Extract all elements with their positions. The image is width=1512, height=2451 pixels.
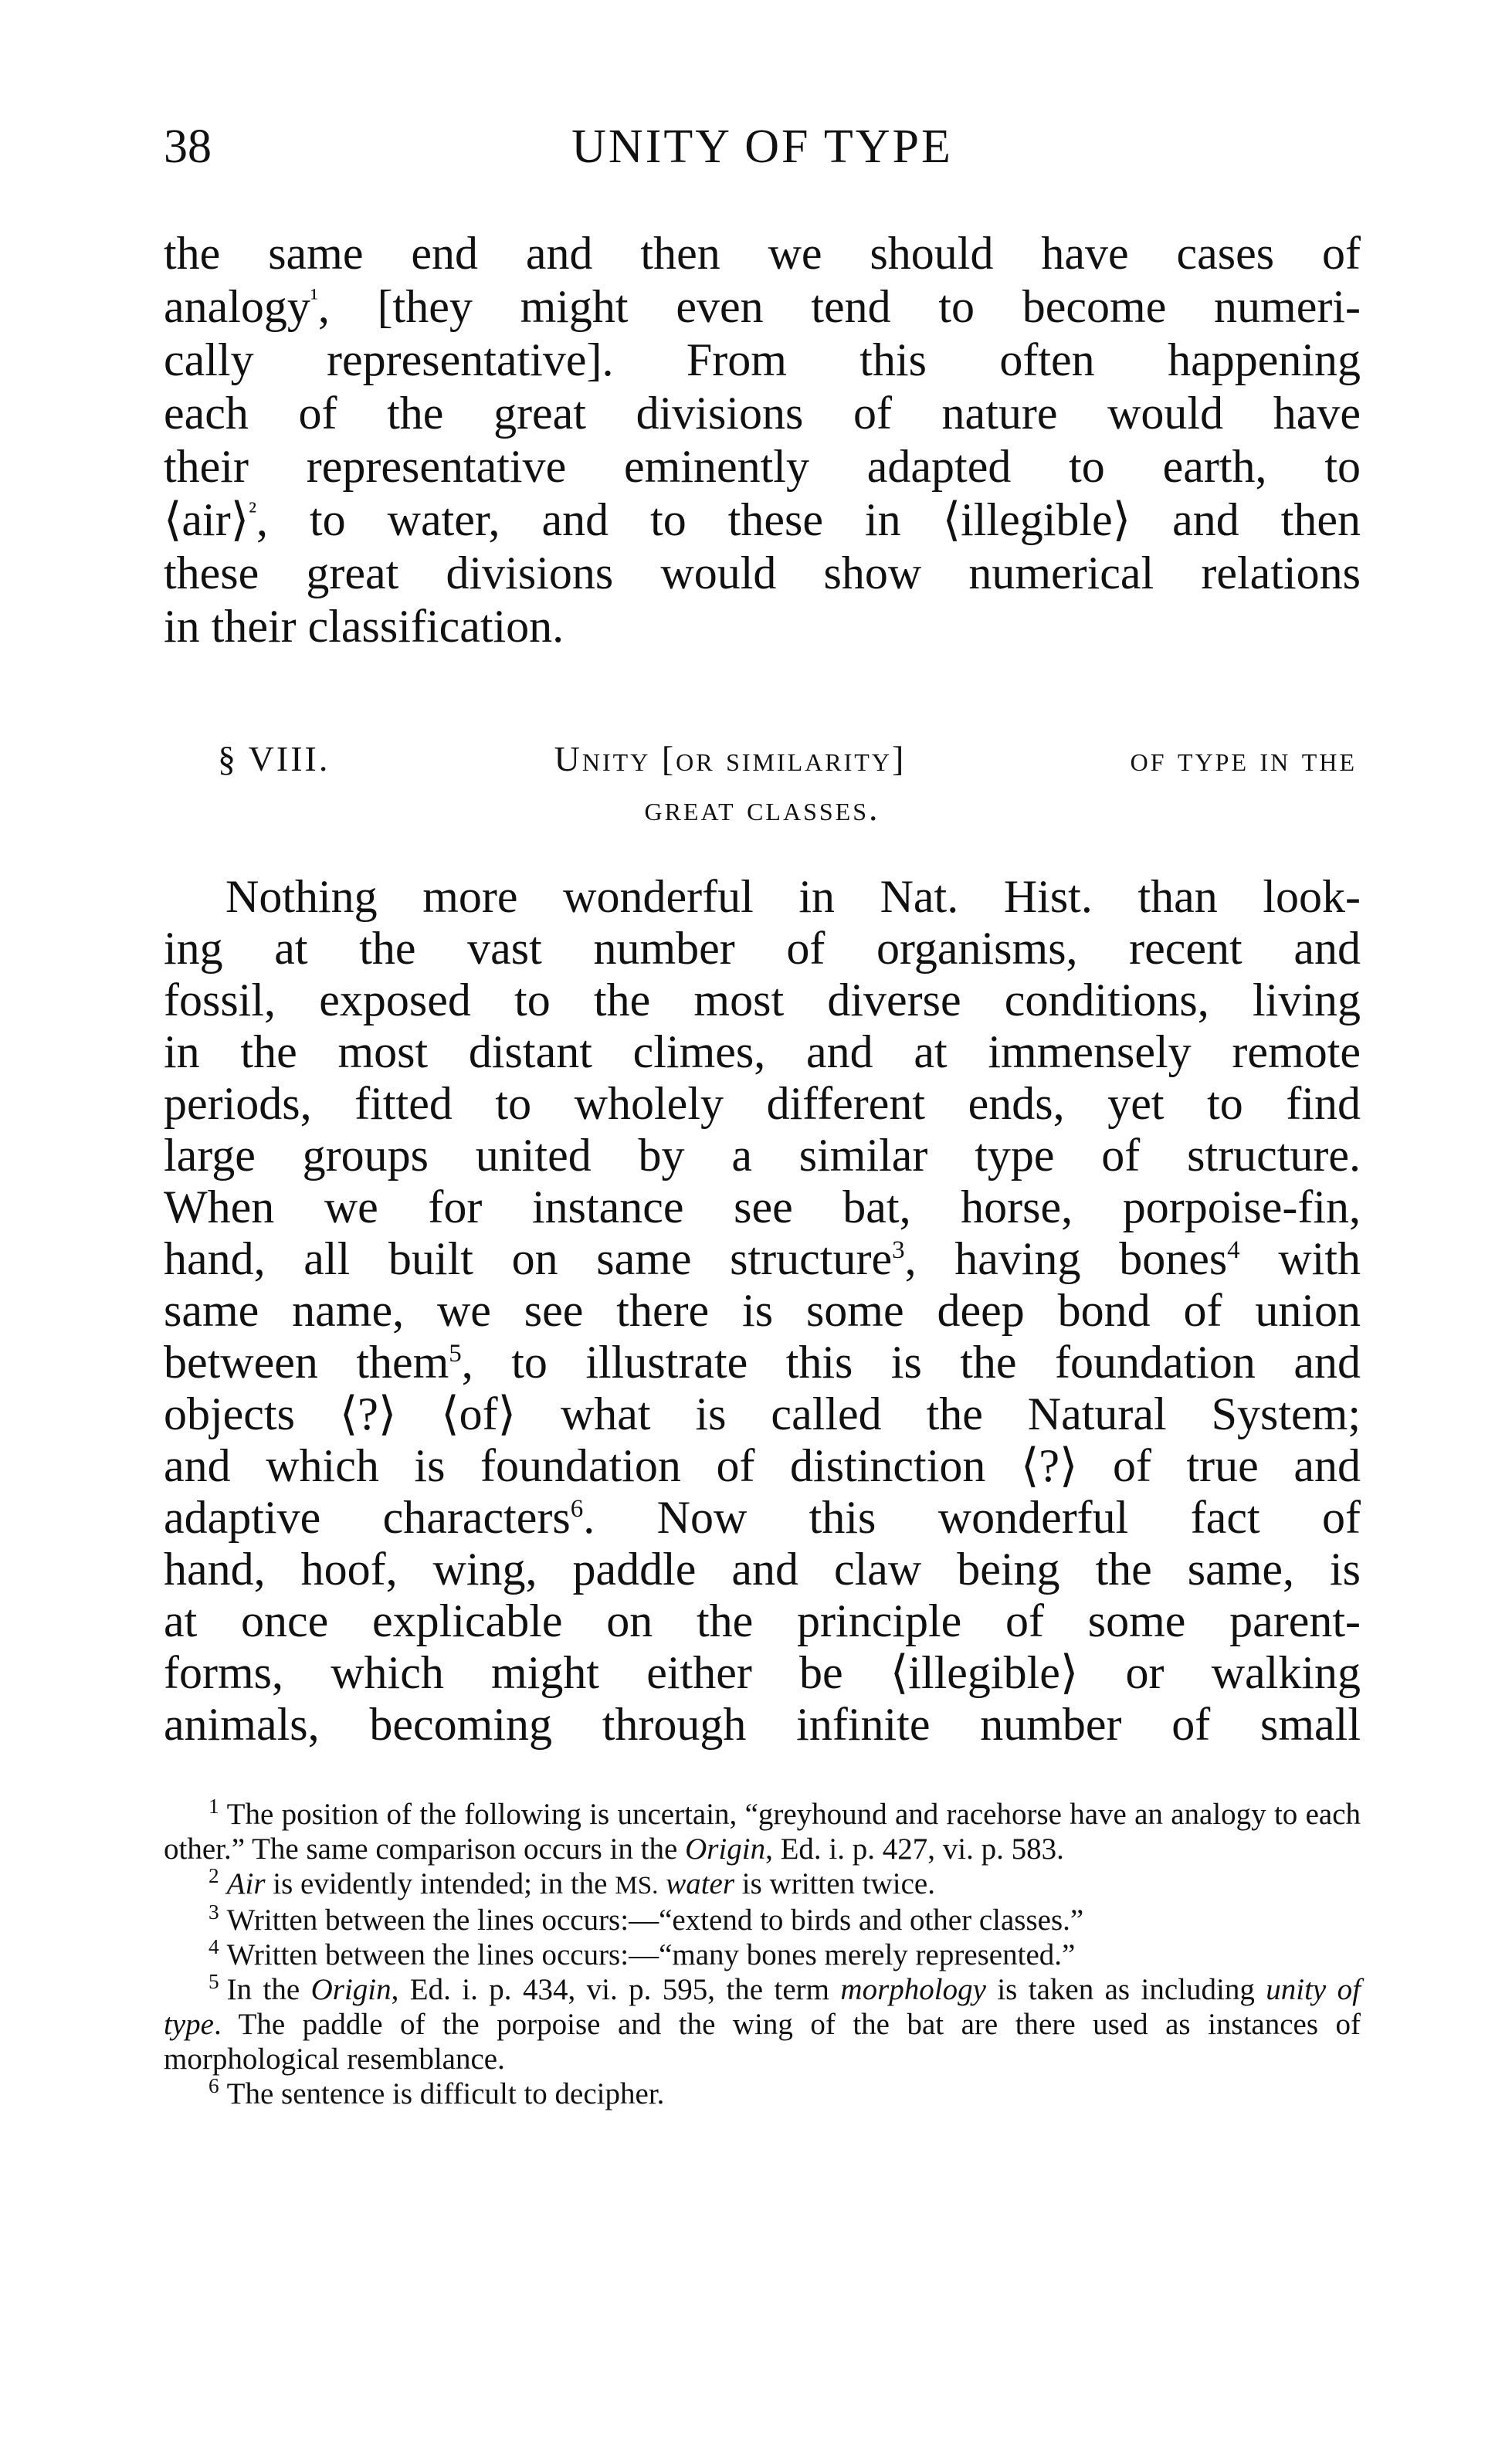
text-line: ⟨air⟩$^{^2}$, to water, and to these in ⟨illegible⟩ and then (164, 494, 1361, 545)
footnote-2: $^2$ Air is evidently intended; in the MS. water is written twice. (208, 1864, 935, 1900)
section-title-line2: great classes. (644, 788, 880, 828)
text-line: in their classification. (164, 601, 564, 652)
text-line: these great divisions would show numerical relations (164, 547, 1361, 598)
page-header (164, 116, 1361, 178)
footnote-mark: 6 (208, 2074, 219, 2097)
text-line: cally representative]. From this often happening (164, 334, 1361, 385)
footnote-mark: 1 (208, 1795, 219, 1818)
footnote-mark: 2 (208, 1864, 219, 1887)
section-heading (164, 738, 1361, 829)
section-title-part1: Unity [or similarity] (554, 739, 907, 778)
footnote-1: $^1$ The position of the following is uncertain, “greyhound and racehorse have an analogy to each other.” The same comparison occurs in the Origin, Ed. i. p. 427, vi. p. 583. (164, 1795, 1361, 1866)
section-title-part2: of type in the (1130, 739, 1357, 778)
text-line: fossil, exposed to the most diverse conditions, living (164, 975, 1361, 1025)
running-head: UNITY OF TYPE (571, 120, 953, 173)
text-line: hand, hoof, wing, paddle and claw being the same, is (164, 1544, 1361, 1595)
text-line: and which is foundation of distinction ⟨?⟩ of true and (164, 1440, 1361, 1491)
footnote-3: $^3$ Written between the lines occurs:—“extend to birds and other classes.” (208, 1900, 1084, 1937)
paragraph-continuation (164, 227, 1361, 653)
text-line: large groups united by a similar type of structure. (164, 1130, 1361, 1181)
footnote-ref: ¹ (310, 284, 318, 312)
footnote-4: $^4$ Written between the lines occurs:—“many bones merely represented.” (208, 1935, 1076, 1971)
text-line: adaptive characters$^6$. Now this wonderful fact of (164, 1492, 1361, 1543)
text-line: at once explicable on the principle of some parent- (164, 1595, 1361, 1646)
text-line: the same end and then we should have cases of (164, 228, 1361, 279)
text-line: analogy$^{^1}$, [they might even tend to become numeri- (164, 281, 1361, 332)
text-line: periods, fitted to wholely different ends, yet to find (164, 1078, 1361, 1129)
text-line: same name, we see there is some deep bond of union (164, 1285, 1361, 1336)
footnote-ref: 6 (570, 1495, 584, 1523)
text-line: ing at the vast number of organisms, recent and (164, 923, 1361, 974)
footnote-ref: ² (249, 497, 257, 525)
text-line: objects ⟨?⟩ ⟨of⟩ what is called the Natural System; (164, 1388, 1361, 1439)
footnotes (164, 1797, 1361, 2111)
text-line: forms, which might either be ⟨illegible⟩ or walking (164, 1647, 1361, 1698)
text-line: in the most distant climes, and at immensely remote (164, 1026, 1361, 1077)
footnote-ref: 4 (1227, 1236, 1240, 1264)
footnote-mark: 5 (208, 1970, 219, 1993)
paragraph-main (164, 871, 1361, 1751)
text-line: between them$^5$, to illustrate this is the foundation and (164, 1337, 1361, 1388)
footnote-6: $^6$ The sentence is difficult to decipher. (208, 2074, 665, 2110)
footnote-mark: 4 (208, 1935, 219, 1958)
footnote-mark: 3 (208, 1900, 219, 1924)
book-page (164, 116, 1361, 2111)
footnote-ref: 5 (449, 1340, 462, 1368)
text-line: Nothing more wonderful in Nat. Hist. than look- (225, 871, 1361, 922)
text-line: When we for instance see bat, horse, porpoise-fin, (164, 1181, 1361, 1232)
text-line: their representative eminently adapted to earth, to (164, 441, 1361, 492)
page-number: 38 (164, 120, 212, 173)
text-line: hand, all built on same structure$^3$, having bones$^4$ with (164, 1233, 1361, 1284)
footnote-ref: 3 (892, 1236, 905, 1264)
footnote-5: $^5$ In the Origin, Ed. i. p. 434, vi. p. 595, the term morphology is taken as including unity of type. The paddle of the porpoise and the wing of the bat are there used as instances of morphological resemblance. (164, 1970, 1361, 2076)
text-line: each of the great divisions of nature would have (164, 388, 1361, 439)
section-number: § VIII. (218, 739, 331, 778)
text-line: animals, becoming through infinite number of small (164, 1699, 1361, 1750)
